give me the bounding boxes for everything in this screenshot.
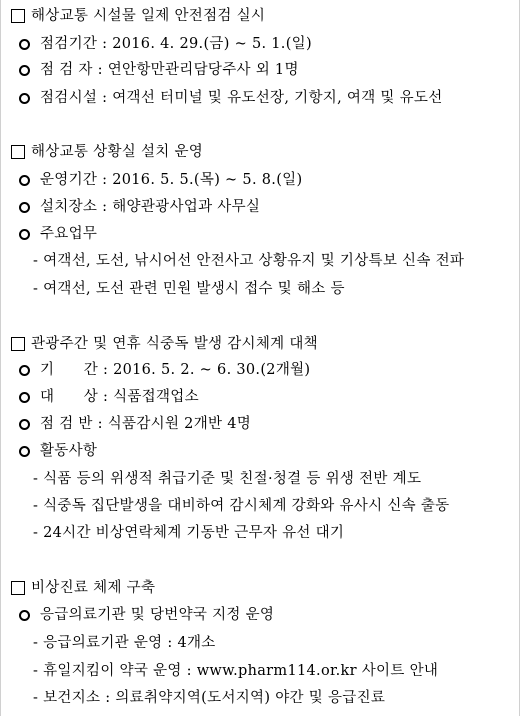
item-text: 운영기간 : 2016. 5. 5.(목) ~ 5. 8.(일) [40, 172, 303, 188]
checkbox-icon [11, 337, 25, 351]
section-2-subitem-1 [33, 249, 464, 273]
section-4-subitem-1 [33, 631, 216, 655]
circle-bullet-icon [19, 65, 30, 76]
item-text: 점 검 자 : 연안항만관리담당주사 외 1명 [40, 62, 299, 78]
subitem-text: - 보건지소 : 의료취약지역(도서지역) 야간 및 응급진료 [33, 690, 386, 706]
circle-bullet-icon [19, 419, 30, 430]
checkbox-icon [11, 9, 25, 23]
subitem-text: - 식품 등의 위생적 취급기준 및 친절·청결 등 위생 전반 계도 [33, 471, 422, 487]
section-2-title: 해상교통 상황실 설치 운영 [31, 144, 204, 160]
subitem-text: - 식중독 집단발생을 대비하여 감시체계 강화와 유사시 신속 출동 [33, 498, 450, 514]
section-2-subitem-2 [33, 277, 345, 301]
subitem-text: - 여객선, 도선, 낚시어선 안전사고 상황유지 및 기상특보 신속 전파 [33, 253, 465, 269]
section-4-subitem-3 [33, 686, 385, 710]
subitem-text: - 응급의료기관 운영 : 4개소 [33, 635, 216, 651]
checkbox-icon [11, 145, 25, 159]
circle-bullet-icon [19, 39, 30, 50]
item-text: 대 상 : 식품접객업소 [40, 389, 199, 405]
section-3-subitem-1 [33, 467, 421, 491]
circle-bullet-icon [19, 610, 30, 621]
section-4-subitem-2 [33, 659, 438, 683]
section-1-heading [11, 4, 265, 28]
section-1-title: 해상교통 시설물 일제 안전점검 실시 [31, 8, 266, 24]
circle-bullet-icon [19, 93, 30, 104]
circle-bullet-icon [19, 202, 30, 213]
item-text: 점검시설 : 여객선 터미널 및 유도선장, 기항지, 여객 및 유도선 [40, 90, 443, 106]
item-text: 점검기간 : 2016. 4. 29.(금) ~ 5. 1.(일) [40, 36, 312, 52]
section-4-heading [11, 576, 155, 600]
section-3-item-3 [19, 412, 251, 436]
subitem-text: - 여객선, 도선 관련 민원 발생시 접수 및 해소 등 [33, 281, 345, 297]
circle-bullet-icon [19, 365, 30, 376]
section-3-item-4 [19, 439, 97, 463]
section-3-subitem-2 [33, 494, 449, 518]
item-text: 주요업무 [40, 226, 98, 242]
item-text: 응급의료기관 및 당번약국 지정 운영 [40, 607, 275, 623]
subitem-text: - 24시간 비상연락체계 기동반 근무자 유선 대기 [33, 525, 345, 541]
checkbox-icon [11, 581, 25, 595]
item-text: 기 간 : 2016. 5. 2. ~ 6. 30.(2개월) [40, 362, 311, 378]
section-2-item-1 [19, 168, 302, 192]
section-1-item-3 [19, 86, 443, 110]
circle-bullet-icon [19, 175, 30, 186]
section-2-item-2 [19, 195, 260, 219]
item-text: 활동사항 [40, 443, 98, 459]
section-3-heading [11, 332, 318, 356]
section-1-item-1 [19, 32, 312, 56]
subitem-text: - 휴일지킴이 약국 운영 : www.pharm114.or.kr 사이트 안내 [33, 663, 439, 679]
section-4-item-1 [19, 603, 274, 627]
item-text: 설치장소 : 해양관광사업과 사무실 [40, 199, 261, 215]
section-3-item-1 [19, 358, 310, 382]
section-3-subitem-3 [33, 521, 344, 545]
circle-bullet-icon [19, 229, 30, 240]
item-text: 점 검 반 : 식품감시원 2개반 4명 [40, 416, 252, 432]
section-4-title: 비상진료 체제 구축 [31, 580, 156, 596]
section-2-item-3 [19, 222, 97, 246]
section-1-item-2 [19, 58, 299, 82]
section-2-heading [11, 140, 203, 164]
circle-bullet-icon [19, 392, 30, 403]
section-3-title: 관광주간 및 연휴 식중독 발생 감시체계 대책 [31, 336, 318, 352]
section-3-item-2 [19, 385, 199, 409]
circle-bullet-icon [19, 446, 30, 457]
